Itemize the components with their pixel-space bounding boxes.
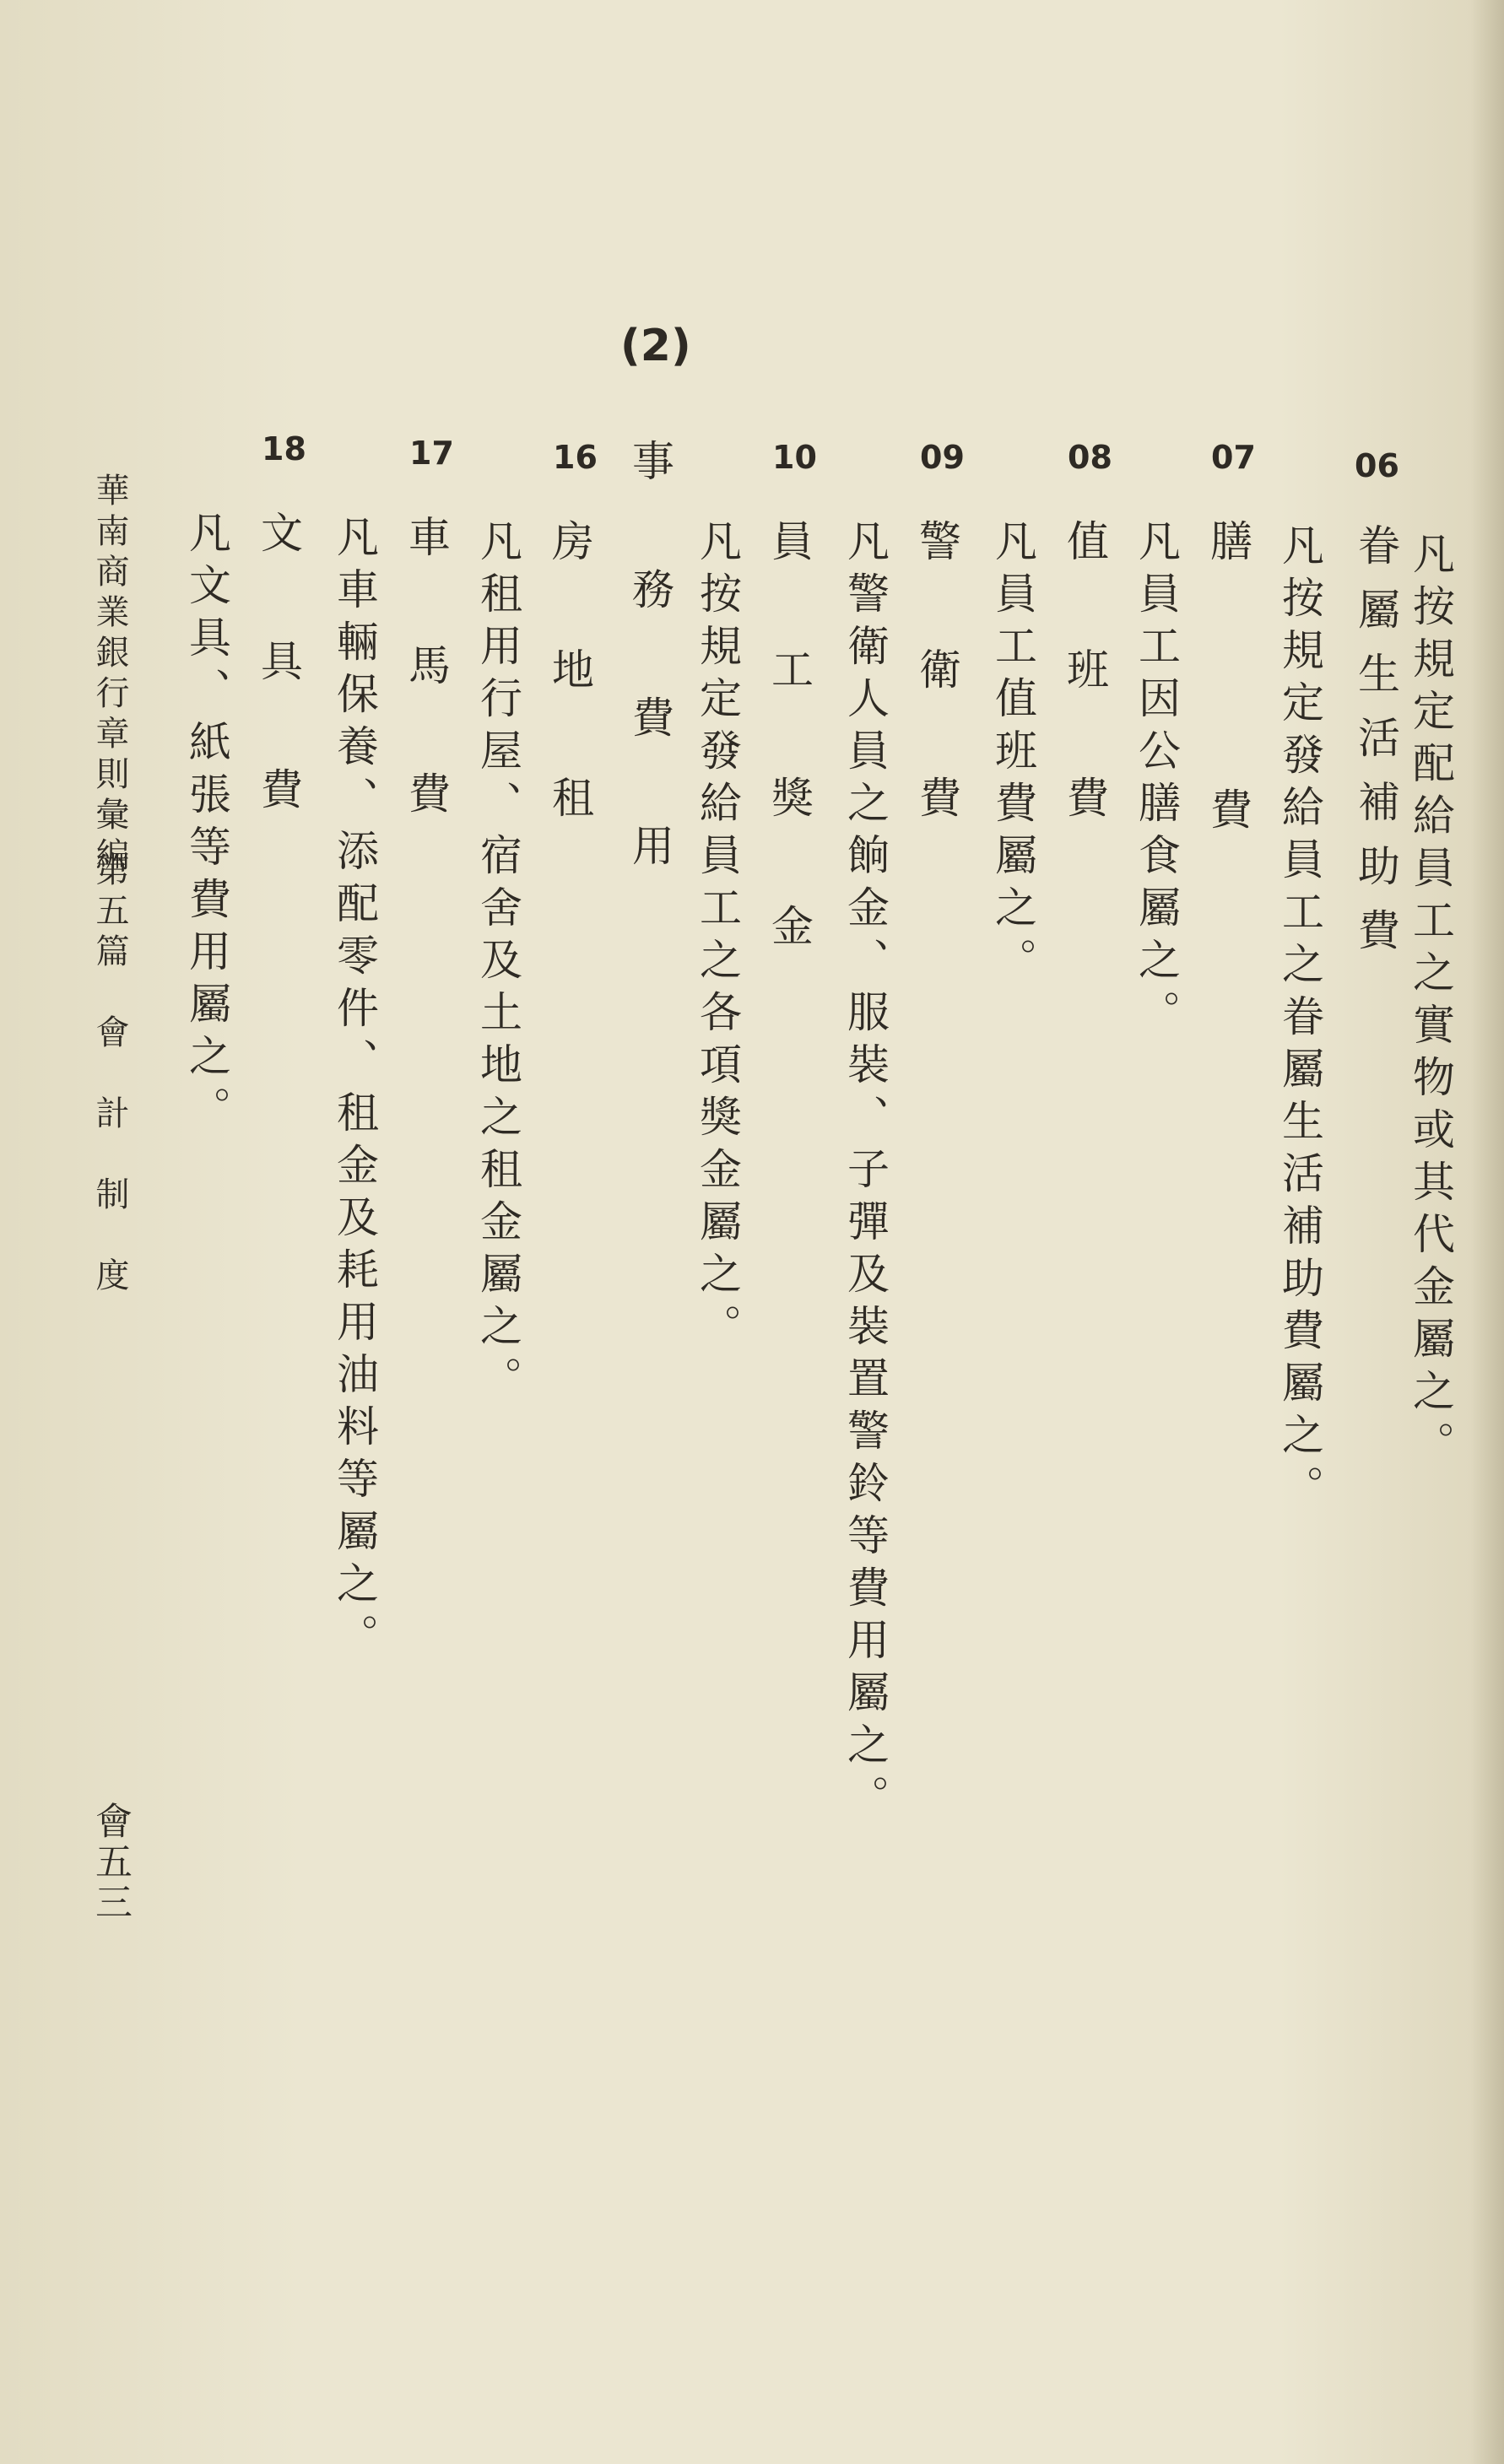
entry-title-08: 值 班 費 [1060, 519, 1109, 840]
entry-desc-16: 凡租用行屋、宿舍及土地之租金屬之。 [473, 519, 522, 1408]
section-mark: (2) [620, 321, 691, 371]
entry-code-16: 16 [553, 439, 598, 476]
entry-desc-09: 凡警衛人員之餉金、服裝、子彈及裝置警鈴等費用屬之。 [841, 519, 890, 1827]
entry-title-07: 膳 費 [1204, 519, 1252, 877]
entry-desc-07: 凡員工因公膳食屬之。 [1132, 519, 1181, 1042]
entry-title-09: 警 衛 費 [912, 519, 961, 840]
entry-title-10: 員 工 獎 金 [765, 519, 814, 968]
entry-code-10: 10 [772, 439, 817, 476]
entry-title-17: 車 馬 費 [402, 515, 451, 835]
entry-desc-06: 凡按規定發給員工之眷屬生活補助費屬之。 [1275, 523, 1324, 1517]
entry-desc-08: 凡員工值班費屬之。 [988, 519, 1037, 990]
continuation-line: 凡按規定配給員工之實物或其代金屬之。 [1406, 532, 1455, 1473]
footer-page-number: 會五三 [89, 1802, 132, 1923]
entry-desc-10: 凡按規定發給員工之各項獎金屬之。 [693, 519, 742, 1356]
section-title: 事 務 費 用 [625, 439, 674, 888]
entry-code-09: 09 [920, 439, 965, 476]
entry-desc-17: 凡車輛保養、添配零件、租金及耗用油料等屬之。 [330, 515, 379, 1666]
entry-code-06: 06 [1355, 447, 1399, 484]
footer-chapter: 第五篇 會 計 制 度 [90, 852, 129, 1298]
footer-book-title: 華南商業銀行章則彙編 [90, 473, 129, 878]
entry-code-17: 17 [409, 435, 454, 472]
entry-title-06: 眷屬生活補助費 [1351, 523, 1400, 972]
entry-desc-18: 凡文具、紙張等費用屬之。 [182, 511, 231, 1138]
entry-title-18: 文 具 費 [254, 511, 303, 831]
page-edge-shadow [1470, 0, 1504, 2464]
entry-title-16: 房 地 租 [545, 519, 594, 840]
entry-code-08: 08 [1068, 439, 1112, 476]
entry-code-18: 18 [262, 430, 306, 467]
entry-code-07: 07 [1211, 439, 1256, 476]
